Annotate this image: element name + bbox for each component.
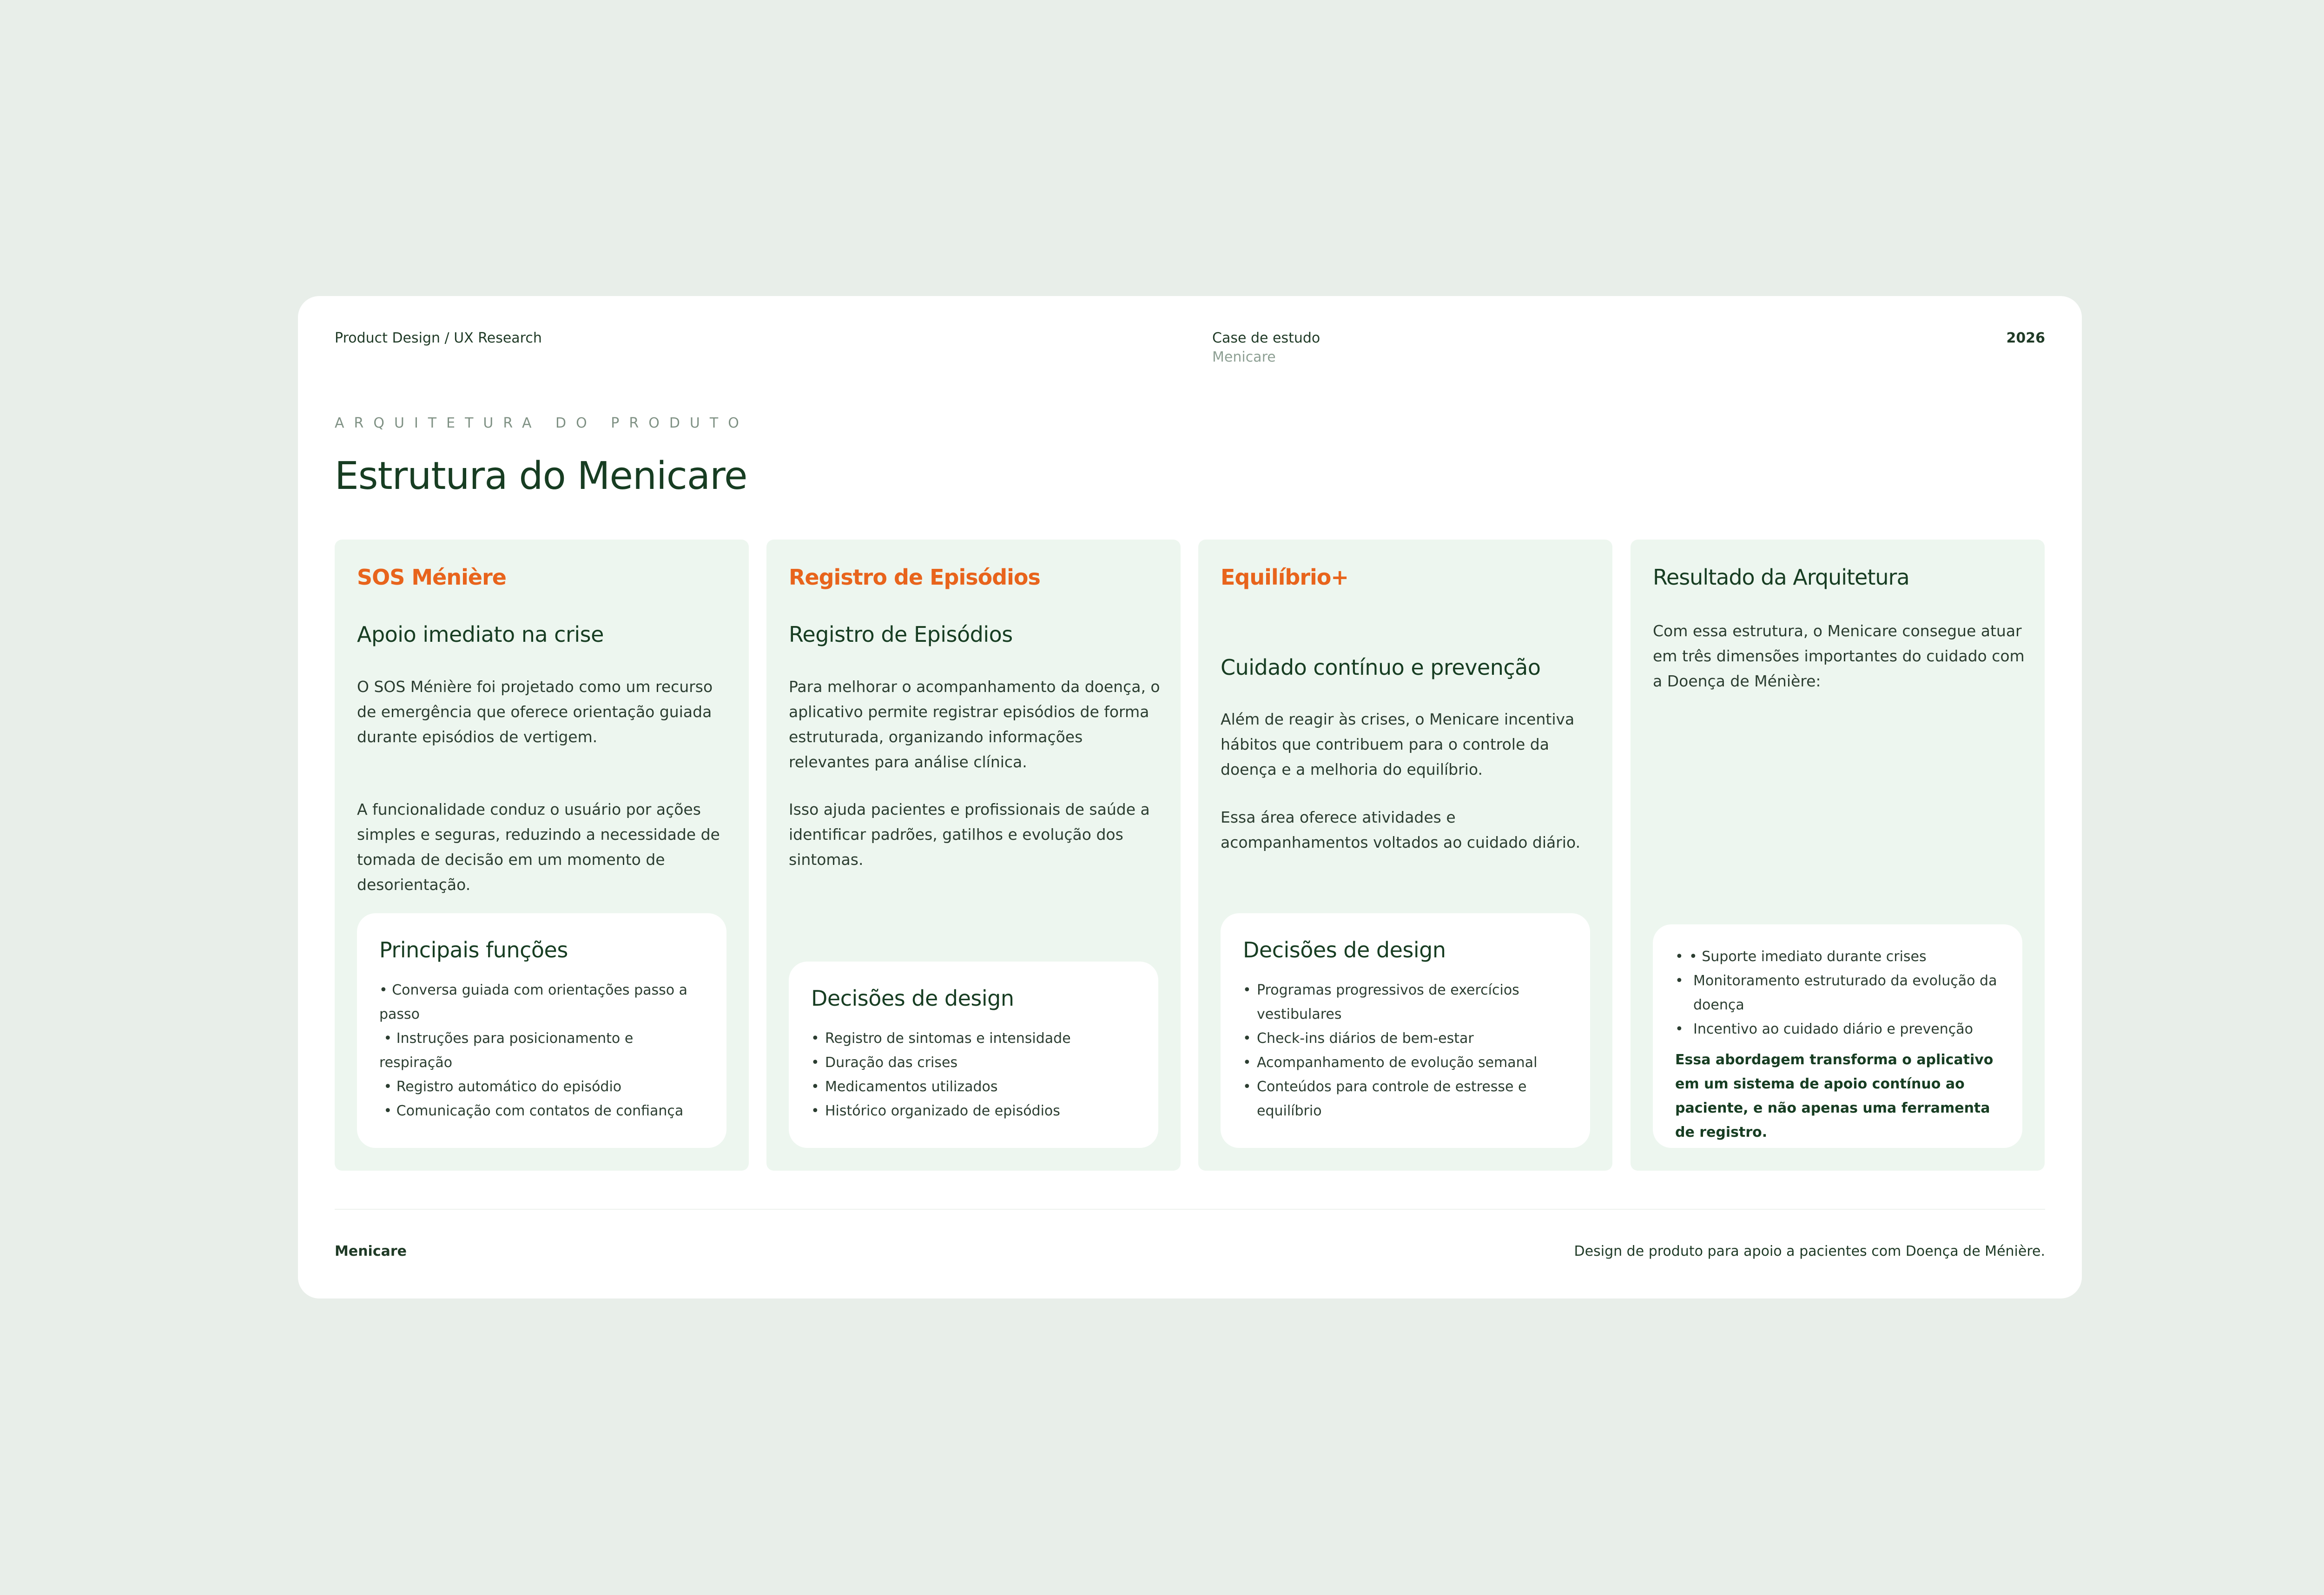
- box-title: Principais funções: [379, 937, 568, 962]
- list-item: • Acompanhamento de evolução semanal: [1243, 1051, 1571, 1075]
- card-sos-meniere: [335, 540, 749, 1171]
- card-paragraph-2: Essa área oferece atividades e acompanhamentos voltados ao cuidado diário.: [1221, 808, 1581, 851]
- card-paragraph-2: A funcionalidade conduz o usuário por ações simples e seguras, reduzindo a necessidade de tomada de decisão em um momento de desorientação.: [357, 800, 720, 894]
- list-item: • • Suporte imediato durante crises: [1675, 945, 2004, 969]
- footer-description: Design de produto para apoio a pacientes com Doença de Ménière.: [1574, 1243, 2045, 1259]
- list-item: • Programas progressivos de exercícios vestibulares: [1243, 978, 1571, 1027]
- list-item: • Medicamentos utilizados: [811, 1075, 1140, 1099]
- header-year: 2026: [2006, 330, 2045, 346]
- card-paragraph-1: Além de reagir às crises, o Menicare incentiva hábitos que contribuem para o controle da doença e a melhoria do equilíbrio.: [1221, 710, 1575, 778]
- list-item: • Monitoramento estruturado da evolução da doença: [1675, 969, 2004, 1017]
- list-item: • Instruções para posicionamento e respiração: [379, 1030, 638, 1071]
- page-title: Estrutura do Menicare: [335, 454, 747, 498]
- list-item: • Incentivo ao cuidado diário e prevenção: [1675, 1017, 2004, 1041]
- card-tag: Registro de Episódios: [789, 565, 1040, 590]
- card-paragraph-2: Isso ajuda pacientes e profissionais de saúde a identificar padrões, gatilhos e evolução dos sintomas.: [789, 800, 1150, 869]
- results-box: [1653, 924, 2022, 1148]
- design-decisions-box: [1221, 913, 1590, 1148]
- list-item: • Check-ins diários de bem-estar: [1243, 1027, 1571, 1051]
- functions-box: [357, 913, 726, 1148]
- card-tag: Equilíbrio+: [1221, 565, 1348, 590]
- list-item: • Histórico organizado de episódios: [811, 1099, 1140, 1123]
- header-case-study: [1212, 330, 1320, 365]
- list-item: • Registro automático do episódio: [379, 1079, 622, 1095]
- decisions-list: [811, 1027, 1140, 1123]
- list-item: • Comunicação com contatos de confiança: [379, 1103, 684, 1119]
- results-list: [1675, 945, 2004, 1041]
- footer-divider: [335, 1209, 2045, 1210]
- card-subtitle: Registro de Episódios: [789, 622, 1013, 647]
- section-eyebrow: ARQUITETURA DO PRODUTO: [335, 415, 749, 431]
- card-subtitle: Apoio imediato na crise: [357, 622, 604, 647]
- list-item: • Conversa guiada com orientações passo a passo: [379, 982, 692, 1022]
- card-paragraph-1: Com essa estrutura, o Menicare consegue atuar em três dimensões importantes do cuidado com a Doença de Ménière:: [1653, 622, 2025, 690]
- case-study-sheet: [298, 296, 2082, 1298]
- list-item: • Conteúdos para controle de estresse e equilíbrio: [1243, 1075, 1571, 1123]
- list-item: • Registro de sintomas e intensidade: [811, 1027, 1140, 1051]
- decisions-list: [1243, 978, 1571, 1123]
- card-subtitle: Cuidado contínuo e prevenção: [1221, 655, 1541, 680]
- results-conclusion: Essa abordagem transforma o aplicativo em um sistema de apoio contínuo ao paciente, e não apenas uma ferramenta de registro.: [1675, 1052, 1994, 1140]
- functions-list: [379, 978, 708, 1123]
- design-decisions-box: [789, 962, 1158, 1148]
- card-resultado: [1631, 540, 2045, 1171]
- box-title: Decisões de design: [1243, 937, 1446, 962]
- card-equilibrio: [1198, 540, 1612, 1171]
- card-paragraph-1: Para melhorar o acompanhamento da doença, o aplicativo permite registrar episódios de forma estruturada, organizando informações relevantes para análise clínica.: [789, 678, 1160, 771]
- list-item: • Duração das crises: [811, 1051, 1140, 1075]
- header-category: Product Design / UX Research: [335, 330, 542, 346]
- header-case-title: Case de estudo: [1212, 330, 1320, 346]
- footer-brand: Menicare: [335, 1243, 407, 1259]
- card-tag: SOS Ménière: [357, 565, 506, 590]
- box-title: Decisões de design: [811, 986, 1014, 1011]
- header-case-name: Menicare: [1212, 349, 1276, 365]
- card-title: Resultado da Arquitetura: [1653, 565, 1909, 590]
- card-paragraph-1: O SOS Ménière foi projetado como um recurso de emergência que oferece orientação guiada durante episódios de vertigem.: [357, 678, 713, 746]
- card-registro-episodios: [766, 540, 1181, 1171]
